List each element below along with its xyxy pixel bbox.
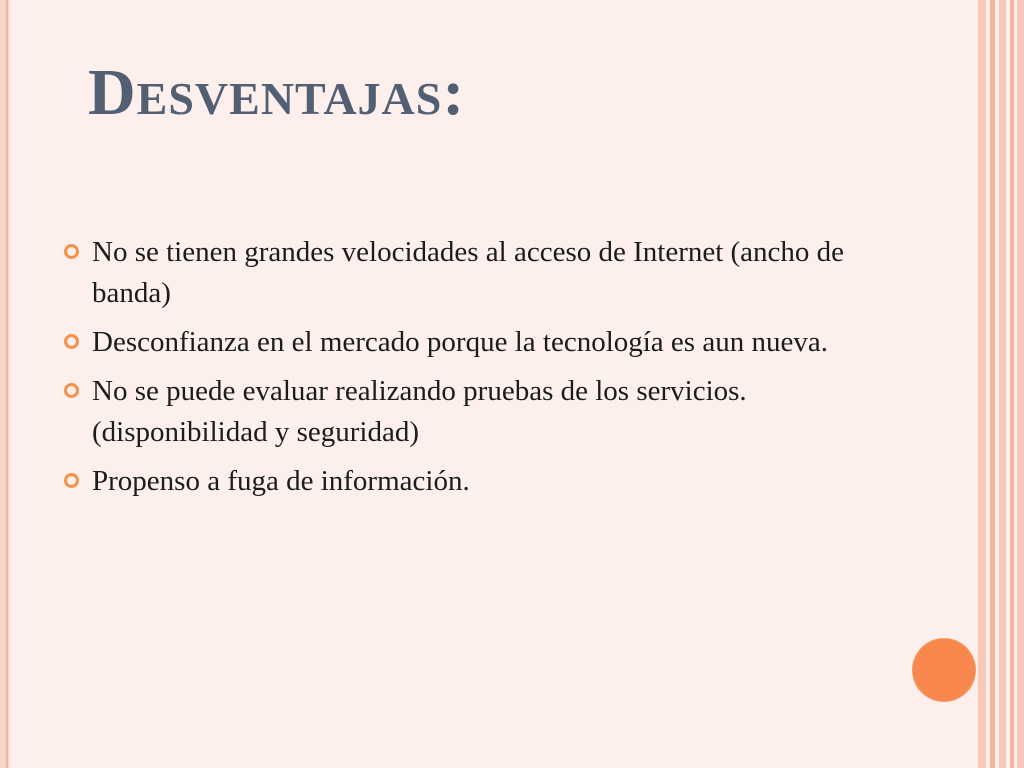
bullet-item — [64, 322, 884, 363]
stripe-2 — [990, 0, 995, 768]
right-decorative-stripes — [978, 0, 1024, 768]
bullet-text: No se tienen grandes velocidades al acceso de Internet (ancho de banda) — [92, 236, 845, 309]
left-border — [0, 0, 9, 768]
bullet-text: Desconfianza en el mercado porque la tecnología es aun nueva. — [92, 326, 828, 358]
decorative-circle-icon — [913, 639, 975, 701]
stripe-3 — [999, 0, 1006, 768]
stripe-5 — [1017, 0, 1024, 768]
bullet-item — [64, 461, 884, 502]
slide-title: Desventajas: — [88, 56, 466, 129]
bullet-ring-icon — [64, 334, 79, 349]
bullet-list — [64, 232, 884, 510]
left-border-line — [6, 0, 8, 768]
bullet-ring-icon — [64, 244, 79, 259]
bullet-text: No se puede evaluar realizando pruebas de los servicios. (disponibilidad y seguridad) — [92, 375, 747, 448]
stripe-4 — [1010, 0, 1014, 768]
bullet-ring-icon — [64, 473, 79, 488]
bullet-item — [64, 232, 884, 314]
bullet-ring-icon — [64, 383, 79, 398]
bullet-text: Propenso a fuga de información. — [92, 465, 470, 497]
stripe-1 — [978, 0, 986, 768]
bullet-item — [64, 371, 884, 453]
